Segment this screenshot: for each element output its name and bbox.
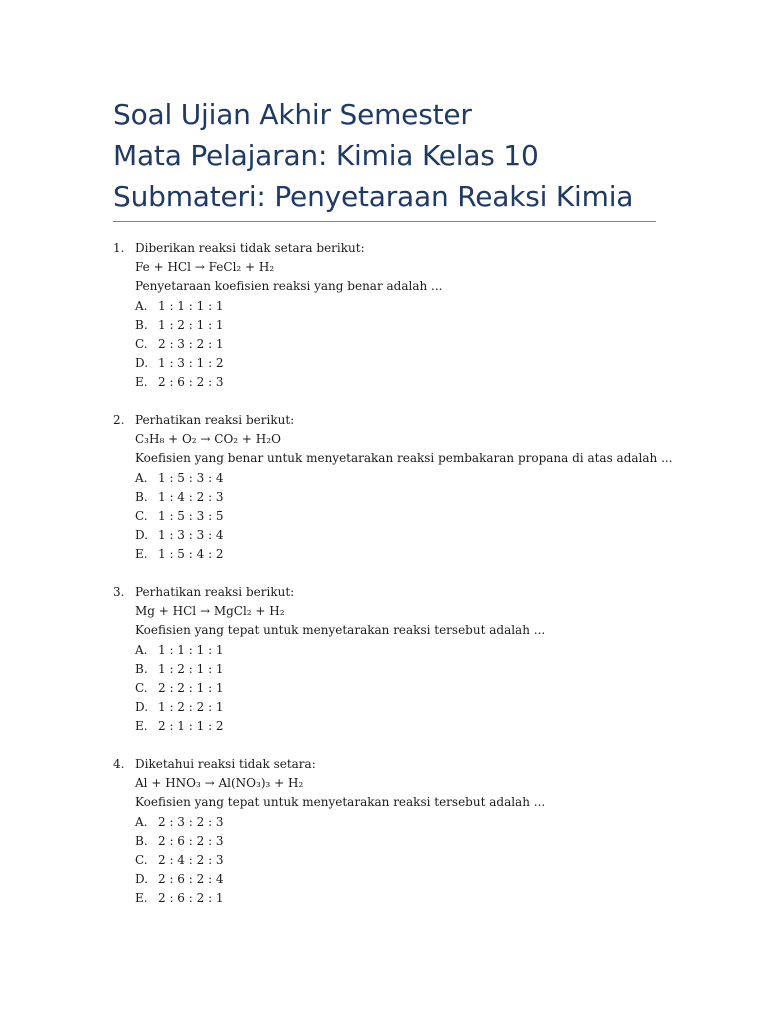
question-prompt: Koefisien yang tepat untuk menyetarakan reaksi tersebut adalah ... (135, 623, 546, 638)
option-letter: E. (135, 375, 148, 390)
question-4 (113, 755, 693, 927)
document-title (113, 94, 658, 217)
option-letter: A. (135, 470, 148, 485)
question-list (113, 239, 693, 927)
reaction-equation: C₃H₈ + O₂ → CO₂ + H₂O (135, 432, 281, 447)
option-e (113, 717, 693, 736)
option-c (113, 507, 693, 526)
option-d (113, 354, 693, 373)
option-a (113, 297, 693, 316)
title-line-exam: Soal Ujian Akhir Semester (113, 98, 472, 131)
question-number: 1. (113, 241, 125, 255)
option-value: 1 : 4 : 2 : 3 (158, 489, 224, 504)
option-value: 1 : 2 : 1 : 1 (158, 317, 224, 332)
option-letter: B. (135, 661, 148, 676)
option-letter: E. (135, 547, 148, 562)
question-number: 3. (113, 585, 125, 599)
option-a (113, 641, 693, 660)
option-value: 1 : 1 : 1 : 1 (158, 298, 224, 313)
option-value: 1 : 2 : 1 : 1 (158, 661, 224, 676)
option-b (113, 316, 693, 335)
option-b (113, 488, 693, 507)
option-value: 2 : 6 : 2 : 3 (158, 833, 224, 848)
option-e (113, 373, 693, 392)
question-intro: Perhatikan reaksi berikut: (135, 413, 295, 427)
title-line-submaterial: Submateri: Penyetaraan Reaksi Kimia (113, 180, 634, 213)
option-letter: D. (135, 700, 149, 715)
option-a (113, 469, 693, 488)
option-e (113, 889, 693, 908)
option-value: 1 : 2 : 2 : 1 (158, 700, 224, 715)
option-value: 2 : 1 : 1 : 2 (158, 719, 224, 734)
option-c (113, 335, 693, 354)
question-prompt: Koefisien yang tepat untuk menyetarakan reaksi tersebut adalah ... (135, 795, 546, 810)
option-letter: B. (135, 317, 148, 332)
title-line-subject: Mata Pelajaran: Kimia Kelas 10 (113, 139, 539, 172)
option-letter: C. (135, 680, 148, 695)
option-value: 2 : 6 : 2 : 1 (158, 891, 224, 906)
option-b (113, 832, 693, 851)
question-intro: Diketahui reaksi tidak setara: (135, 757, 316, 771)
option-a (113, 813, 693, 832)
option-value: 1 : 5 : 3 : 4 (158, 470, 224, 485)
option-letter: A. (135, 642, 148, 657)
option-letter: A. (135, 814, 148, 829)
option-letter: C. (135, 852, 148, 867)
option-d (113, 870, 693, 889)
question-1 (113, 239, 693, 411)
option-c (113, 679, 693, 698)
option-d (113, 526, 693, 545)
question-3 (113, 583, 693, 755)
option-value: 2 : 4 : 2 : 3 (158, 852, 224, 867)
question-number: 4. (113, 757, 125, 771)
title-divider (113, 221, 656, 222)
option-letter: D. (135, 356, 149, 371)
option-letter: B. (135, 489, 148, 504)
option-value: 1 : 3 : 1 : 2 (158, 356, 224, 371)
option-letter: E. (135, 719, 148, 734)
question-2 (113, 411, 693, 583)
option-letter: A. (135, 298, 148, 313)
option-letter: D. (135, 528, 149, 543)
option-value: 1 : 5 : 4 : 2 (158, 547, 224, 562)
option-value: 1 : 3 : 3 : 4 (158, 528, 224, 543)
option-value: 2 : 3 : 2 : 3 (158, 814, 224, 829)
option-c (113, 851, 693, 870)
option-letter: E. (135, 891, 148, 906)
reaction-equation: Mg + HCl → MgCl₂ + H₂ (135, 604, 285, 619)
option-letter: D. (135, 872, 149, 887)
option-letter: B. (135, 833, 148, 848)
question-intro: Diberikan reaksi tidak setara berikut: (135, 241, 365, 255)
reaction-equation: Fe + HCl → FeCl₂ + H₂ (135, 260, 275, 275)
option-value: 2 : 3 : 2 : 1 (158, 336, 224, 351)
option-letter: C. (135, 508, 148, 523)
option-value: 1 : 5 : 3 : 5 (158, 508, 224, 523)
option-letter: C. (135, 336, 148, 351)
question-prompt: Penyetaraan koefisien reaksi yang benar adalah ... (135, 279, 443, 294)
option-value: 2 : 2 : 1 : 1 (158, 680, 224, 695)
question-intro: Perhatikan reaksi berikut: (135, 585, 295, 599)
question-prompt: Koefisien yang benar untuk menyetarakan reaksi pembakaran propana di atas adalah ... (135, 451, 673, 466)
question-number: 2. (113, 413, 125, 427)
option-value: 1 : 1 : 1 : 1 (158, 642, 224, 657)
reaction-equation: Al + HNO₃ → Al(NO₃)₃ + H₂ (135, 776, 304, 791)
option-b (113, 660, 693, 679)
option-d (113, 698, 693, 717)
option-value: 2 : 6 : 2 : 4 (158, 872, 224, 887)
option-e (113, 545, 693, 564)
option-value: 2 : 6 : 2 : 3 (158, 375, 224, 390)
